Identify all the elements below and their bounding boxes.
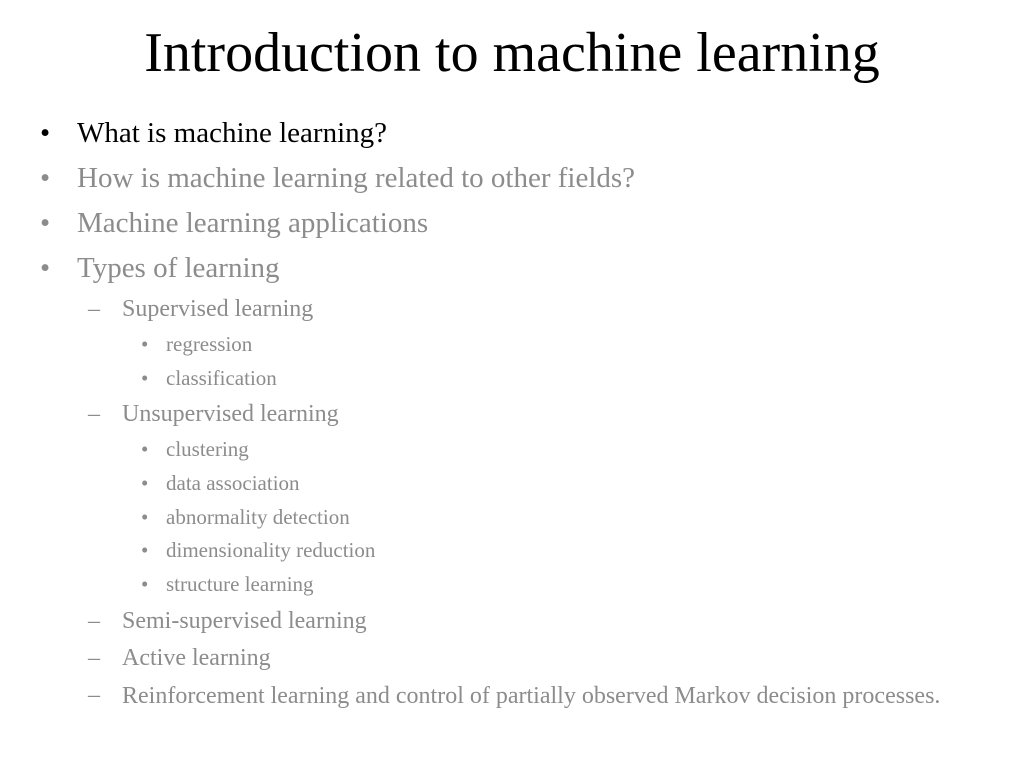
list-item-label: Types of learning: [77, 252, 280, 284]
bullet-marker: •: [40, 117, 51, 149]
list-item-label: data association: [166, 471, 300, 495]
dash-marker: –: [88, 645, 100, 671]
bullet-marker: •: [141, 437, 149, 461]
bullet-marker: •: [141, 471, 149, 495]
bullet-marker: •: [141, 332, 149, 356]
list-item-label: classification: [166, 366, 277, 390]
slide-title: Introduction to machine learning: [144, 22, 880, 84]
bullet-marker: •: [40, 162, 51, 194]
dash-marker: –: [88, 608, 100, 634]
dash-marker: –: [88, 682, 100, 708]
list-item-label: regression: [166, 332, 253, 356]
bullet-marker: •: [141, 505, 149, 529]
bullet-marker: •: [141, 366, 149, 390]
bullet-marker: •: [141, 538, 149, 562]
bullet-marker: •: [40, 207, 51, 239]
list-item-label: clustering: [166, 437, 249, 461]
list-item-label: Active learning: [122, 645, 271, 671]
list-item-label: abnormality detection: [166, 505, 350, 529]
list-item-label: How is machine learning related to other fields?: [77, 162, 636, 194]
list-item-label: Machine learning applications: [77, 207, 429, 239]
list-item-label: Unsupervised learning: [122, 401, 339, 427]
list-item-label: What is machine learning?: [77, 117, 388, 149]
bullet-marker: •: [40, 252, 51, 284]
list-item-label: Semi-supervised learning: [122, 608, 367, 634]
bullet-marker: •: [141, 572, 149, 596]
list-item-label: Supervised learning: [122, 296, 314, 322]
list-item-label: structure learning: [166, 572, 314, 596]
dash-marker: –: [88, 401, 100, 427]
list-item-label: dimensionality reduction: [166, 538, 376, 562]
dash-marker: –: [88, 296, 100, 322]
list-item-label: Reinforcement learning and control of partially observed Markov decision processes.: [122, 683, 941, 709]
